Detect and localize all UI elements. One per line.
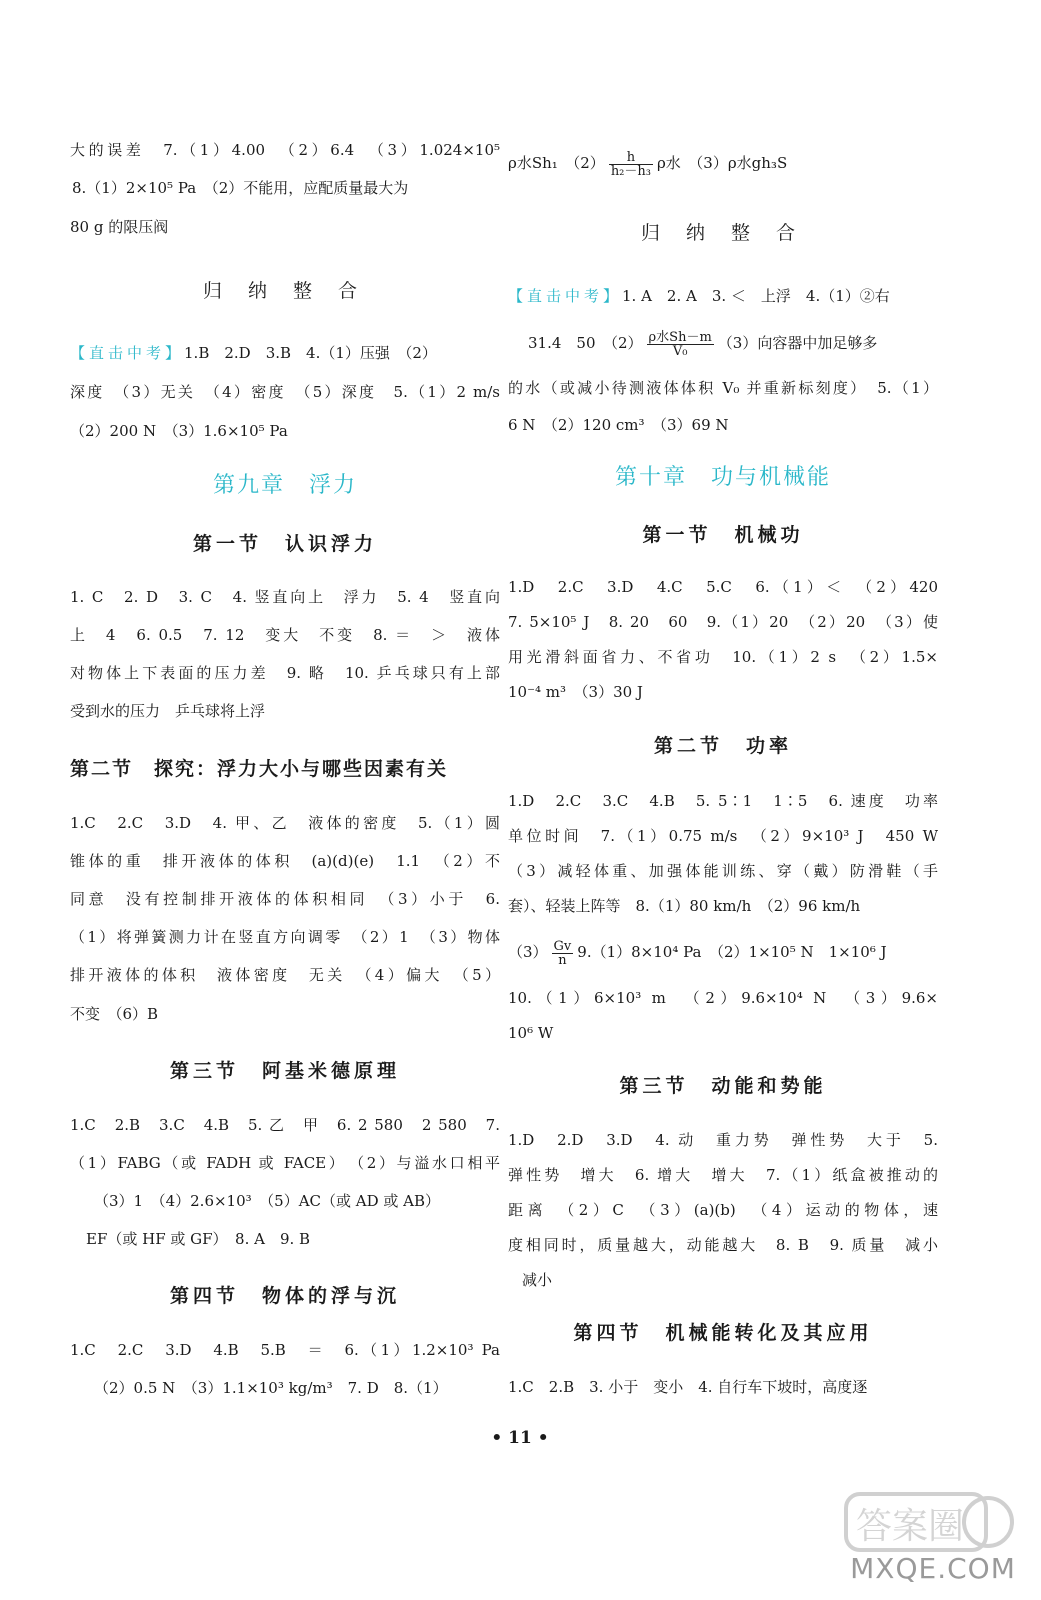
text-line: 受到水的压力 乒乓球将上浮	[70, 702, 266, 720]
text-line: （3）减轻体重、加强体能训练、穿（戴）防滑鞋（手	[508, 862, 938, 880]
formula-line: 31.4 50 （2） $\frac{\text{ρ水Sh－m}}{\text{V₀}}$ （3）向容器中加足够多	[528, 329, 878, 359]
text-line: 锥体的重 排开液体的体积 (a)(d)(e) 1.1 （2）不	[70, 852, 500, 870]
text-line: 度相同时，质量越大，动能越大 8. B 9. 质量 减小	[508, 1236, 938, 1254]
text-line: 10⁶ W	[508, 1024, 554, 1042]
text-line: 用光滑斜面省力、不省功 10.（1）2 s （2）1.5×	[508, 648, 938, 666]
text-line: （1）FABG（或 FADH 或 FACE） （2）与溢水口相平	[70, 1154, 500, 1172]
text-line: 1.C 2.C 3.D 4.B 5.B ＝ 6.（1）1.2×10³ Pa	[70, 1341, 500, 1359]
text-line: 10.（1）6×10³ m （2）9.6×10⁴ N （3）9.6×	[508, 989, 938, 1007]
text-line: 上 4 6. 0.5 7. 12 变大 不变 8. ＝ ＞ 液体	[70, 626, 500, 644]
text-line: 大的误差 7.（1）4.00 （2）6.4 （3）1.024×10⁵	[70, 141, 500, 159]
exam-tag: 【直击中考】	[508, 287, 623, 305]
section-title: 第三节 阿基米德原理	[169, 1060, 400, 1082]
summary-heading: 归 纳 整 合	[202, 280, 368, 302]
summary-heading: 归 纳 整 合	[640, 222, 806, 244]
text-line: （2）0.5 N （3）1.1×10³ kg/m³ 7. D 8.（1）	[94, 1379, 448, 1397]
text-line: 深度 （3）无关 （4）密度 （5）深度 5.（1）2 m/s	[70, 383, 500, 401]
text-line: 套）、轻装上阵等 8.（1）80 km/h （2）96 km/h	[508, 897, 861, 915]
text-line: （3）1 （4）2.6×10³ （5）AC（或 AD 或 AB）	[94, 1192, 441, 1210]
fraction: $\frac{h}{\text{h₂－h₃}}$	[610, 149, 651, 179]
text-line: 7. 5×10⁵ J 8. 20 60 9.（1）20 （2）20 （3）使	[508, 613, 938, 631]
text-line: 的水（或减小待测液体体积 V₀ 并重新标刻度） 5.（1）	[508, 379, 938, 397]
section-title: 第一节 机械功	[642, 524, 804, 546]
text-line: 1.C 2.C 3.D 4. 甲、乙 液体的密度 5.（1）圆	[70, 814, 500, 832]
section-title: 第四节 机械能转化及其应用	[573, 1322, 873, 1344]
watermark-site: MXQE.COM	[850, 1552, 1016, 1585]
page-number: • 11 •	[491, 1428, 549, 1448]
text-line: 对物体上下表面的压力差 9. 略 10. 乒乓球只有上部	[70, 664, 500, 682]
text-line: 【直击中考】1. A 2. A 3. ＜ 上浮 4.（1）②右	[508, 287, 890, 305]
section-title: 第二节 功率	[653, 735, 792, 757]
text-line: （2）200 N （3）1.6×10⁵ Pa	[70, 422, 288, 440]
text-line: 1.D 2.C 3.D 4.C 5.C 6.（1）＜ （2）420	[508, 578, 938, 596]
text-line: 减小	[522, 1271, 553, 1289]
text-line: 8.（1）2×10⁵ Pa （2）不能用，应配质量最大为	[72, 179, 409, 197]
text-line: （1）将弹簧测力计在竖直方向调零 （2）1 （3）物体	[70, 928, 500, 946]
chapter-title: 第十章 功与机械能	[614, 465, 831, 490]
chapter-title: 第九章 浮力	[212, 473, 357, 498]
text-line: 【直击中考】1.B 2.D 3.B 4.（1）压强 （2）	[70, 344, 437, 362]
section-title: 第一节 认识浮力	[192, 533, 377, 555]
exam-tag: 【直击中考】	[70, 344, 185, 362]
formula-line: ρ水Sh₁ （2） $\frac{h}{\text{h₂－h₃}}$ ρ水 （3）ρ水gh₃S	[508, 149, 788, 179]
formula-line: （3） $\frac{Gv}{n}$ 9.（1）8×10⁴ Pa （2）1×10⁵ N 1×10⁶ J	[508, 938, 887, 968]
section-title: 第三节 动能和势能	[619, 1075, 827, 1097]
text-line: 单位时间 7.（1）0.75 m/s （2）9×10³ J 450 W	[508, 827, 938, 845]
text-line: 6 N （2）120 cm³ （3）69 N	[508, 416, 729, 434]
text-line: 距离 （2）C （3）(a)(b) （4）运动的物体，速	[508, 1201, 938, 1219]
text-line: 1. C 2. D 3. C 4. 竖直向上 浮力 5. 4 竖直向	[70, 588, 500, 606]
text-line: 1.C 2.B 3.C 4.B 5. 乙 甲 6. 2 580 2 580 7.	[70, 1116, 500, 1134]
section-title: 第四节 物体的浮与沉	[169, 1285, 400, 1307]
text-line: 1.D 2.D 3.D 4. 动 重力势 弹性势 大于 5.	[508, 1131, 938, 1149]
fraction: $\frac{\text{ρ水Sh－m}}{\text{V₀}}$	[648, 329, 712, 359]
text-line: 80 g 的限压阀	[70, 218, 169, 236]
text-line: 1.D 2.C 3.C 4.B 5. 5∶1 1∶5 6. 速度 功率	[508, 792, 938, 810]
section-title: 第二节 探究：浮力大小与哪些因素有关	[70, 758, 449, 780]
fraction: $\frac{Gv}{n}$	[553, 938, 572, 968]
text-line: 同意 没有控制排开液体的体积相同 （3）小于 6.	[70, 890, 500, 908]
text-line: 10⁻⁴ m³ （3）30 J	[508, 683, 643, 701]
watermark-logo-text: 答案圈	[855, 1506, 965, 1547]
text-line: 弹性势 增大 6. 增大 增大 7.（1）纸盒被推动的	[508, 1166, 938, 1184]
text-line: 1.C 2.B 3. 小于 变小 4. 自行车下坡时，高度逐	[508, 1378, 868, 1396]
text-line: 排开液体的体积 液体密度 无关 （4）偏大 （5）	[70, 966, 500, 984]
text-line: 不变 （6）B	[70, 1005, 159, 1023]
text-line: EF（或 HF 或 GF） 8. A 9. B	[86, 1230, 311, 1248]
